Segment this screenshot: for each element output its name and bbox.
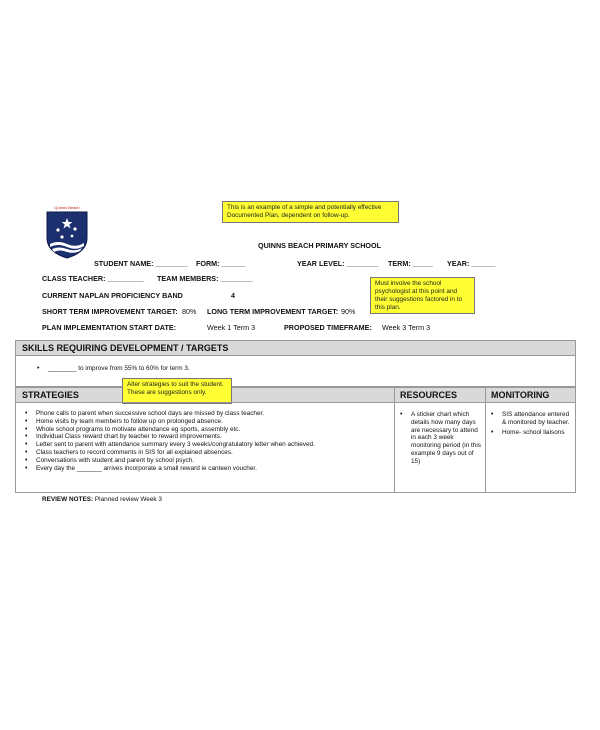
naplan-value: 4: [231, 291, 235, 300]
timeframe-value: Week 3 Term 3: [382, 323, 431, 332]
school-logo: [44, 205, 90, 259]
monitoring-item: • Home- school liaisons: [488, 429, 574, 437]
note-documented-plan: [222, 201, 399, 223]
shield-icon: [44, 210, 90, 259]
monitoring-list: [488, 411, 574, 436]
long-term-value: 90%: [341, 307, 356, 316]
strategy-item: • Class teachers to record comments in SIS for all explained absences.: [22, 449, 315, 457]
skills-box: [15, 355, 576, 387]
strategies-list: [22, 410, 315, 472]
skills-title: SKILLS REQUIRING DEVELOPMENT / TARGETS: [22, 343, 229, 353]
term-field: TERM: _____: [388, 259, 433, 268]
skills-header: [15, 340, 576, 356]
monitoring-item: • SIS attendance entered & monitored by teacher.: [488, 411, 574, 427]
class-teacher-field: CLASS TEACHER: _________: [42, 274, 144, 283]
year-field: YEAR: ______: [447, 259, 496, 268]
form-field: FORM: ______: [196, 259, 246, 268]
naplan-label: CURRENT NAPLAN PROFICIENCY BAND: [42, 291, 183, 300]
monitoring-header: MONITORING: [491, 390, 550, 400]
note-strategies: [122, 378, 232, 404]
skills-item: • ________ to improve from 55% to 60% for term 3.: [34, 365, 190, 373]
team-members-field: TEAM MEMBERS: ________: [157, 274, 253, 283]
logo-caption: Quinns Beach: [54, 205, 80, 210]
strategy-item: • Whole school programs to motivate attendance eg sports, assembly etc.: [22, 426, 315, 434]
student-name-field: STUDENT NAME: ________: [94, 259, 188, 268]
school-title: QUINNS BEACH PRIMARY SCHOOL: [258, 241, 381, 250]
resources-list: [397, 411, 483, 466]
review-notes-label: REVIEW NOTES:: [42, 496, 94, 503]
review-notes-text: Planned review Week 3: [94, 496, 162, 503]
resource-item: • A sticker chart which details how many days are necessary to attend in each 3 week monitoring period (in this example 9 days out of 15): [397, 411, 483, 466]
long-term-label: LONG TERM IMPROVEMENT TARGET:: [207, 307, 339, 316]
short-term-value: 80%: [182, 307, 197, 316]
strategy-item: • Letter sent to parent with attendance summary every 3 weeks/congratulatory letter when achieved.: [22, 441, 315, 449]
strategy-item: • Conversations with student and parent by school psych.: [22, 457, 315, 465]
strategies-header: STRATEGIES: [22, 390, 79, 400]
strategy-item: • Phone calls to parent when successive school days are missed by class teacher.: [22, 410, 315, 418]
strategy-item: • Individual Class reward chart by teacher to reward improvements.: [22, 433, 315, 441]
resources-header: RESOURCES: [400, 390, 458, 400]
note-documented-plan-text: This is an example of a simple and potentially effective Documented Plan, dependent on follow-up.: [227, 204, 382, 219]
review-notes: [42, 496, 162, 503]
note-psychologist-text: Must involve the school psychologist at this point and their suggestions factored in to this plan.: [375, 280, 463, 311]
short-term-label: SHORT TERM IMPROVEMENT TARGET:: [42, 307, 178, 316]
start-date-label: PLAN IMPLEMENTATION START DATE:: [42, 323, 177, 332]
note-psychologist: [370, 277, 475, 314]
start-date-value: Week 1 Term 3: [207, 323, 256, 332]
year-level-field: YEAR LEVEL: ________: [297, 259, 379, 268]
note-strategies-text: Alter strategies to suit the student. These are suggestions only.: [127, 381, 224, 396]
timeframe-label: PROPOSED TIMEFRAME:: [284, 323, 372, 332]
strategy-item: • Home visits by team members to follow up on prolonged absence.: [22, 418, 315, 426]
strategy-item: • Every day the _______ arrives incorporate a small reward ie canteen voucher.: [22, 465, 315, 473]
plan-header-row: [15, 387, 576, 403]
